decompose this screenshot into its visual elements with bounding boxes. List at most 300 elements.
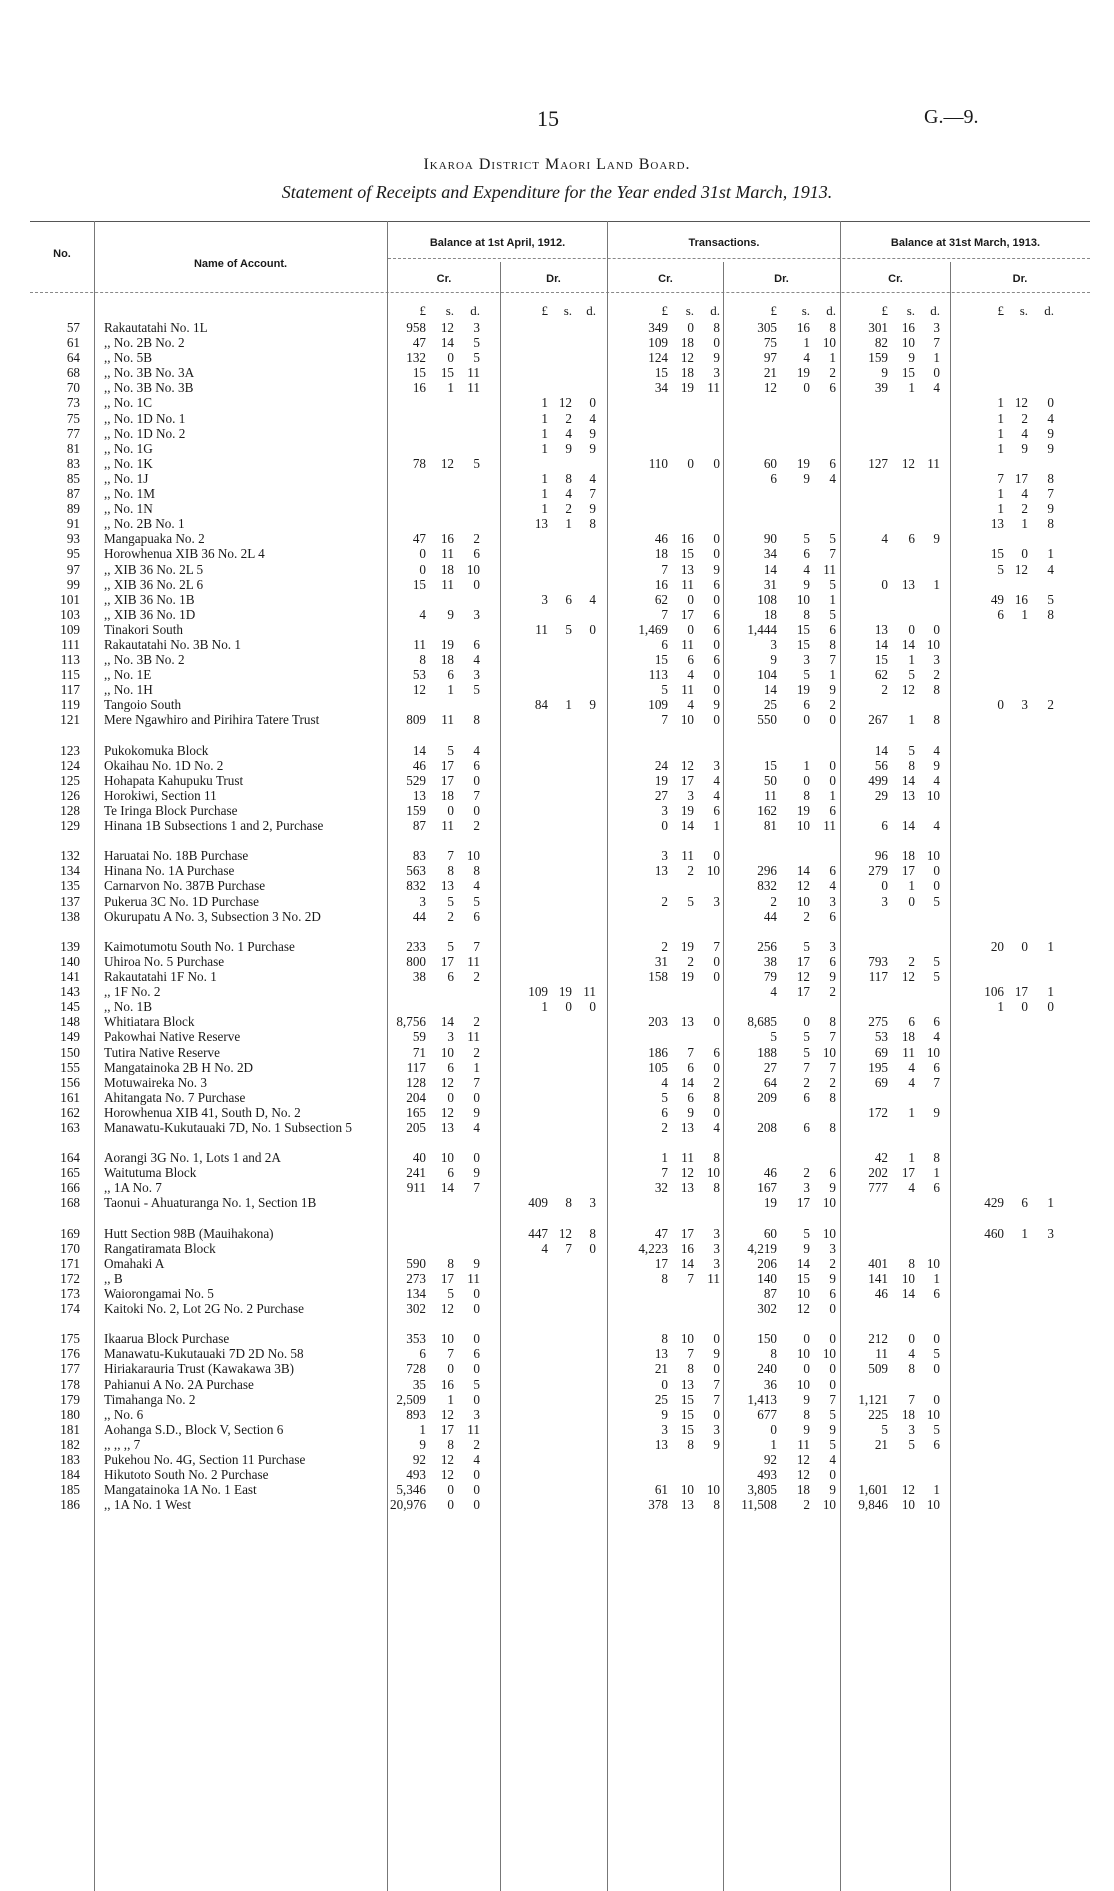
b1-pounds: 16: [412, 380, 426, 396]
t1-pence: 0: [713, 682, 720, 698]
t1-pence: 0: [713, 712, 720, 728]
b1-pounds: 800: [406, 953, 426, 969]
e2-pence: 0: [1047, 999, 1054, 1015]
t2-pence: 2: [829, 365, 836, 381]
e1-pounds: 6: [881, 818, 888, 834]
t1-shillings: 9: [687, 1104, 694, 1120]
b1-shillings: 6: [447, 667, 454, 683]
t2-pounds: 75: [763, 335, 777, 351]
t2-shillings: 9: [803, 1391, 810, 1407]
t2-shillings: 17: [796, 953, 810, 969]
b1-pence: 4: [473, 742, 480, 758]
account-number: 184: [60, 1467, 80, 1483]
b1-shillings: 12: [440, 1452, 454, 1468]
e1-pounds: 275: [868, 1014, 888, 1030]
table-row: [0, 1180, 1114, 1195]
b1-pounds: 205: [406, 1119, 426, 1135]
t1-pounds: 158: [648, 969, 668, 985]
t1-pounds: 31: [654, 953, 668, 969]
e1-shillings: 17: [901, 863, 915, 879]
e1-pounds: 3: [881, 893, 888, 909]
t1-pounds: 0: [661, 1376, 668, 1392]
account-number: 135: [60, 878, 80, 894]
b1-shillings: 12: [440, 320, 454, 335]
header-cr-end: Cr.: [888, 273, 903, 285]
e1-pounds: 202: [868, 1165, 888, 1181]
b1-pence: 3: [473, 606, 480, 622]
table-row: [0, 335, 1114, 350]
unit-pound: £: [419, 303, 426, 318]
account-name: Manawatu-Kukutauaki 7D, No. 1 Subsection 5: [104, 1119, 352, 1135]
account-name: ,, XIB 36 No. 2L 5: [104, 561, 204, 577]
account-number: 174: [60, 1301, 80, 1317]
e2-shillings: 1: [1021, 606, 1028, 622]
b1-pounds: 493: [406, 1467, 426, 1483]
t2-shillings: 10: [796, 1346, 810, 1362]
t2-shillings: 10: [796, 1376, 810, 1392]
e1-pence: 7: [933, 1074, 940, 1090]
table-row: [0, 773, 1114, 788]
b1-pounds: 529: [406, 772, 426, 788]
e1-pence: 5: [933, 969, 940, 985]
t1-pence: 4: [713, 772, 720, 788]
t1-pounds: 1: [661, 1150, 668, 1166]
header-no: No.: [53, 248, 71, 260]
table-row: [0, 486, 1114, 501]
e1-shillings: 1: [908, 712, 915, 728]
account-name: Hinana 1B Subsections 1 and 2, Purchase: [104, 818, 324, 834]
account-name: Hutt Section 98B (Mauihakona): [104, 1225, 274, 1241]
e2-pounds: 429: [984, 1195, 1004, 1211]
account-number: 129: [60, 818, 80, 834]
t1-shillings: 10: [680, 1482, 694, 1498]
e1-pence: 7: [933, 335, 940, 351]
t2-pounds: 11,508: [741, 1497, 777, 1513]
b1-pounds: 15: [412, 365, 426, 381]
t1-pence: 6: [713, 803, 720, 818]
b1-pence: 3: [473, 320, 480, 335]
e1-shillings: 12: [901, 682, 915, 698]
t1-shillings: 11: [681, 576, 694, 592]
t2-pounds: 21: [763, 365, 777, 381]
t2-pence: 7: [829, 546, 836, 562]
header-dr-trans: Dr.: [774, 273, 789, 285]
b1-shillings: 0: [447, 1089, 454, 1105]
e1-pounds: 15: [874, 652, 888, 668]
t2-pence: 8: [829, 636, 836, 652]
account-number: 87: [66, 486, 80, 502]
account-number: 164: [60, 1150, 80, 1166]
t1-shillings: 11: [681, 1150, 694, 1166]
account-name: Carnarvon No. 387B Purchase: [104, 878, 266, 894]
b1-pounds: 241: [406, 1165, 426, 1181]
e1-shillings: 14: [901, 1286, 915, 1301]
b1-shillings: 8: [447, 863, 454, 879]
b1-shillings: 8: [447, 1255, 454, 1271]
e1-pence: 1: [933, 350, 940, 366]
b1-pounds: 3: [419, 893, 426, 909]
t1-shillings: 0: [687, 455, 694, 471]
t2-pence: 6: [829, 908, 836, 924]
b1-shillings: 0: [447, 1361, 454, 1377]
b2-shillings: 12: [558, 1225, 572, 1241]
t2-pence: 6: [829, 953, 836, 969]
e1-shillings: 8: [908, 757, 915, 773]
b1-pence: 9: [473, 1255, 480, 1271]
e2-pounds: 6: [997, 606, 1004, 622]
b2-pence: 0: [589, 999, 596, 1015]
unit-shilling: s.: [801, 303, 810, 318]
b1-shillings: 16: [440, 1376, 454, 1392]
b1-shillings: 10: [440, 1044, 454, 1060]
account-name: Pukehou No. 4G, Section 11 Purchase: [104, 1452, 306, 1468]
table-row: [0, 1286, 1114, 1301]
b1-pence: 11: [467, 365, 480, 381]
table-row: [0, 1271, 1114, 1286]
account-name: Te Iringa Block Purchase: [104, 803, 238, 818]
t2-pounds: 64: [763, 1074, 777, 1090]
b1-shillings: 10: [440, 1331, 454, 1347]
e1-pounds: 9,846: [858, 1497, 888, 1513]
e2-shillings: 16: [1014, 591, 1028, 607]
t2-shillings: 19: [796, 365, 810, 381]
b1-shillings: 17: [440, 953, 454, 969]
b1-pence: 0: [473, 772, 480, 788]
b1-pence: 11: [467, 1029, 480, 1045]
account-name: ,, XIB 36 No. 2L 6: [104, 576, 204, 592]
b1-pence: 2: [473, 1044, 480, 1060]
account-name: Hohapata Kahupuku Trust: [104, 772, 244, 788]
e1-shillings: 14: [901, 818, 915, 834]
account-number: 123: [60, 742, 80, 758]
account-name: Mangatainoka 1A No. 1 East: [104, 1482, 257, 1498]
t2-pence: 8: [829, 320, 836, 335]
e1-pence: 5: [933, 1421, 940, 1437]
t1-shillings: 11: [681, 682, 694, 698]
b1-shillings: 1: [447, 380, 454, 396]
table-row: [0, 1301, 1114, 1331]
t2-pounds: 14: [763, 682, 777, 698]
table-row: [0, 894, 1114, 909]
b2-pounds: 1: [541, 470, 548, 486]
account-number: 61: [66, 335, 80, 351]
b2-pounds: 109: [528, 984, 548, 1000]
t1-shillings: 7: [687, 1044, 694, 1060]
e2-pence: 2: [1047, 697, 1054, 713]
t2-pence: 9: [829, 1482, 836, 1498]
header-balance-start: Balance at 1st April, 1912.: [429, 237, 566, 249]
account-name: ,, ,, ,, 7: [104, 1436, 141, 1452]
t1-shillings: 13: [680, 1180, 694, 1196]
b1-pounds: 11: [413, 636, 426, 652]
account-number: 128: [60, 803, 80, 818]
t1-pence: 0: [713, 1014, 720, 1030]
b2-shillings: 4: [565, 425, 572, 441]
t2-pence: 8: [829, 1089, 836, 1105]
e1-pence: 0: [933, 621, 940, 637]
b1-pence: 0: [473, 1331, 480, 1347]
b1-shillings: 15: [440, 365, 454, 381]
t1-pounds: 13: [654, 1436, 668, 1452]
unit-pound: £: [541, 303, 548, 318]
t1-shillings: 0: [687, 320, 694, 335]
e1-shillings: 14: [901, 772, 915, 788]
e1-pence: 9: [933, 531, 940, 547]
t2-shillings: 6: [803, 1119, 810, 1135]
t1-pounds: 203: [648, 1014, 668, 1030]
t1-shillings: 7: [687, 1270, 694, 1286]
t2-pounds: 15: [763, 757, 777, 773]
b1-pounds: 353: [406, 1331, 426, 1347]
table-row: [0, 743, 1114, 758]
b1-shillings: 6: [447, 1165, 454, 1181]
t2-pounds: 3,805: [747, 1482, 777, 1498]
t2-pence: 4: [829, 878, 836, 894]
header-dr-end: Dr.: [1012, 273, 1028, 285]
t2-pence: 5: [829, 531, 836, 547]
table-row: [0, 1437, 1114, 1452]
t2-shillings: 5: [803, 667, 810, 683]
e2-shillings: 0: [1021, 546, 1028, 562]
header-name: Name of Account.: [193, 258, 288, 270]
table-row: [0, 848, 1114, 863]
e1-shillings: 10: [901, 1497, 915, 1513]
b1-pence: 11: [467, 953, 480, 969]
t1-pounds: 19: [654, 772, 668, 788]
t2-pounds: 90: [763, 531, 777, 547]
e1-pounds: 96: [874, 848, 888, 864]
e1-pounds: 29: [874, 787, 888, 803]
t1-shillings: 14: [680, 1255, 694, 1271]
e1-shillings: 14: [901, 636, 915, 652]
account-number: 170: [60, 1240, 80, 1256]
account-number: 141: [60, 969, 80, 985]
table-row: [0, 1467, 1114, 1482]
b2-pounds: 11: [535, 621, 548, 637]
t1-pence: 0: [713, 953, 720, 969]
t2-pence: 5: [829, 1406, 836, 1422]
account-number: 132: [60, 848, 80, 864]
table-row: [0, 441, 1114, 456]
t2-pounds: 206: [757, 1255, 777, 1271]
e1-shillings: 12: [901, 969, 915, 985]
t1-pence: 10: [706, 1482, 720, 1498]
t2-pence: 3: [829, 938, 836, 954]
b2-pence: 8: [589, 1225, 596, 1241]
unit-penny: d.: [826, 303, 836, 318]
t1-shillings: 15: [680, 1406, 694, 1422]
t1-shillings: 7: [687, 1346, 694, 1362]
account-number: 161: [60, 1089, 80, 1105]
t1-pounds: 109: [648, 697, 668, 713]
t1-pence: 8: [713, 1180, 720, 1196]
account-name: Rakautatahi 1F No. 1: [104, 969, 217, 985]
account-name: ,, No. 3B No. 3A: [104, 365, 195, 381]
page-reference: G.—9.: [924, 106, 979, 128]
e1-shillings: 12: [901, 1482, 915, 1498]
e2-pence: 4: [1047, 410, 1054, 426]
e1-pounds: 279: [868, 863, 888, 879]
t2-pence: 10: [822, 1497, 836, 1513]
b1-pence: 6: [473, 546, 480, 562]
table-row: [0, 1331, 1114, 1346]
e1-shillings: 18: [901, 1029, 915, 1045]
table-row: [0, 1045, 1114, 1060]
b1-pence: 5: [473, 335, 480, 351]
document-subtitle: Statement of Receipts and Expenditure for the Year ended 31st March, 1913.: [281, 182, 833, 202]
b1-pounds: 0: [419, 561, 426, 577]
t1-pounds: 2: [661, 893, 668, 909]
t2-shillings: 18: [796, 1482, 810, 1498]
header-transactions: Transactions.: [688, 237, 760, 249]
t1-pence: 8: [713, 1150, 720, 1166]
header-cr-start: Cr.: [436, 273, 452, 285]
e1-shillings: 4: [908, 1346, 915, 1362]
t2-pounds: 31: [763, 576, 777, 592]
header-group-rule: [388, 258, 1090, 259]
account-name: ,, No. 1H: [104, 682, 153, 698]
t1-shillings: 15: [680, 1391, 694, 1407]
account-name: Pukokomuka Block: [104, 742, 209, 758]
table-row: [0, 818, 1114, 848]
account-number: 70: [66, 380, 80, 396]
t1-pence: 2: [713, 1074, 720, 1090]
t1-pence: 10: [706, 1165, 720, 1181]
t1-pounds: 124: [648, 350, 668, 366]
b1-pence: 11: [467, 1270, 480, 1286]
b1-shillings: 0: [447, 350, 454, 366]
b1-pence: 4: [473, 1119, 480, 1135]
t2-pounds: 4: [770, 984, 777, 1000]
t1-pounds: 25: [654, 1391, 668, 1407]
b1-pence: 0: [473, 1391, 480, 1407]
t1-pence: 9: [713, 1346, 720, 1362]
e1-pounds: 1,601: [858, 1482, 888, 1498]
t2-shillings: 7: [803, 1059, 810, 1075]
t2-pounds: 9: [770, 652, 777, 668]
e2-pence: 9: [1047, 425, 1054, 441]
table-row: [0, 697, 1114, 712]
e1-shillings: 3: [908, 1421, 915, 1437]
t2-pence: 2: [829, 1255, 836, 1271]
b2-pence: 9: [589, 440, 596, 456]
t2-shillings: 12: [796, 1301, 810, 1317]
t1-pounds: 7: [661, 606, 668, 622]
account-name: Rangatiramata Block: [104, 1240, 216, 1256]
table-row: [0, 350, 1114, 365]
account-name: Hinana No. 1A Purchase: [104, 863, 235, 879]
account-number: 143: [60, 984, 80, 1000]
b1-pounds: 911: [406, 1180, 426, 1196]
table-row: [0, 667, 1114, 682]
b2-pounds: 1: [541, 486, 548, 502]
e1-pence: 8: [933, 682, 940, 698]
account-name: ,, No. 1B: [104, 999, 152, 1015]
table-row: [0, 1422, 1114, 1437]
b1-shillings: 12: [440, 1467, 454, 1483]
t2-pounds: 832: [757, 878, 777, 894]
account-number: 176: [60, 1346, 80, 1362]
b1-pounds: 204: [406, 1089, 426, 1105]
t2-pounds: 0: [770, 1421, 777, 1437]
b1-shillings: 11: [441, 818, 454, 834]
table-row: [0, 637, 1114, 652]
account-name: Waiorongamai No. 5: [104, 1286, 214, 1301]
t1-pence: 1: [713, 818, 720, 834]
e1-pounds: 14: [874, 742, 888, 758]
t1-pence: 7: [713, 1391, 720, 1407]
t1-pence: 3: [713, 365, 720, 381]
t2-pounds: 92: [763, 1452, 777, 1468]
account-number: 177: [60, 1361, 80, 1377]
e1-shillings: 1: [908, 1150, 915, 1166]
t1-pence: 4: [713, 787, 720, 803]
b1-pounds: 8: [419, 652, 426, 668]
t2-pounds: 60: [763, 1225, 777, 1241]
e1-shillings: 4: [908, 1059, 915, 1075]
account-name: ,, B: [104, 1270, 123, 1286]
t1-shillings: 5: [687, 893, 694, 909]
t1-shillings: 15: [680, 1421, 694, 1437]
t2-shillings: 11: [797, 1436, 810, 1452]
t1-shillings: 15: [680, 546, 694, 562]
e2-pence: 8: [1047, 470, 1054, 486]
e1-shillings: 1: [908, 1104, 915, 1120]
t2-pounds: 188: [757, 1044, 777, 1060]
account-number: 93: [66, 531, 80, 547]
e1-shillings: 10: [901, 335, 915, 351]
table-row: [0, 1482, 1114, 1497]
t1-shillings: 13: [680, 1497, 694, 1513]
account-name: Hiriakarauria Trust (Kawakawa 3B): [104, 1361, 295, 1377]
e2-shillings: 17: [1014, 984, 1028, 1000]
t1-pence: 9: [713, 350, 720, 366]
account-name: Tinakori South: [104, 621, 184, 637]
t1-pounds: 6: [661, 1104, 668, 1120]
account-name: Horowhenua XIB 36 No. 2L 4: [104, 546, 265, 562]
account-name: ,, No. 1D No. 1: [104, 410, 186, 426]
t2-pounds: 6: [770, 470, 777, 486]
t2-pounds: 34: [763, 546, 777, 562]
b1-shillings: 5: [447, 893, 454, 909]
account-number: 172: [60, 1270, 80, 1286]
t2-shillings: 12: [796, 878, 810, 894]
t1-shillings: 6: [687, 1059, 694, 1075]
t1-shillings: 17: [680, 1225, 694, 1241]
b1-pounds: 832: [406, 878, 426, 894]
b1-shillings: 12: [440, 455, 454, 471]
account-name: ,, No. 1E: [104, 667, 152, 683]
table-row: [0, 411, 1114, 426]
t1-pounds: 378: [648, 1497, 668, 1513]
t2-pence: 0: [829, 1361, 836, 1377]
e1-pounds: 117: [868, 969, 888, 985]
unit-penny: d.: [470, 303, 480, 318]
t2-shillings: 14: [796, 863, 810, 879]
e1-pounds: 42: [874, 1150, 888, 1166]
account-name: Okaihau No. 1D No. 2: [104, 757, 224, 773]
b1-pence: 0: [473, 1482, 480, 1498]
e1-pounds: 13: [874, 621, 888, 637]
account-number: 68: [66, 365, 80, 381]
b2-shillings: 12: [558, 395, 572, 411]
t2-pence: 10: [822, 1195, 836, 1211]
b2-shillings: 8: [565, 470, 572, 486]
account-number: 109: [60, 621, 80, 637]
b1-shillings: 18: [440, 561, 454, 577]
b1-pence: 6: [473, 1346, 480, 1362]
t2-pence: 8: [829, 1119, 836, 1135]
